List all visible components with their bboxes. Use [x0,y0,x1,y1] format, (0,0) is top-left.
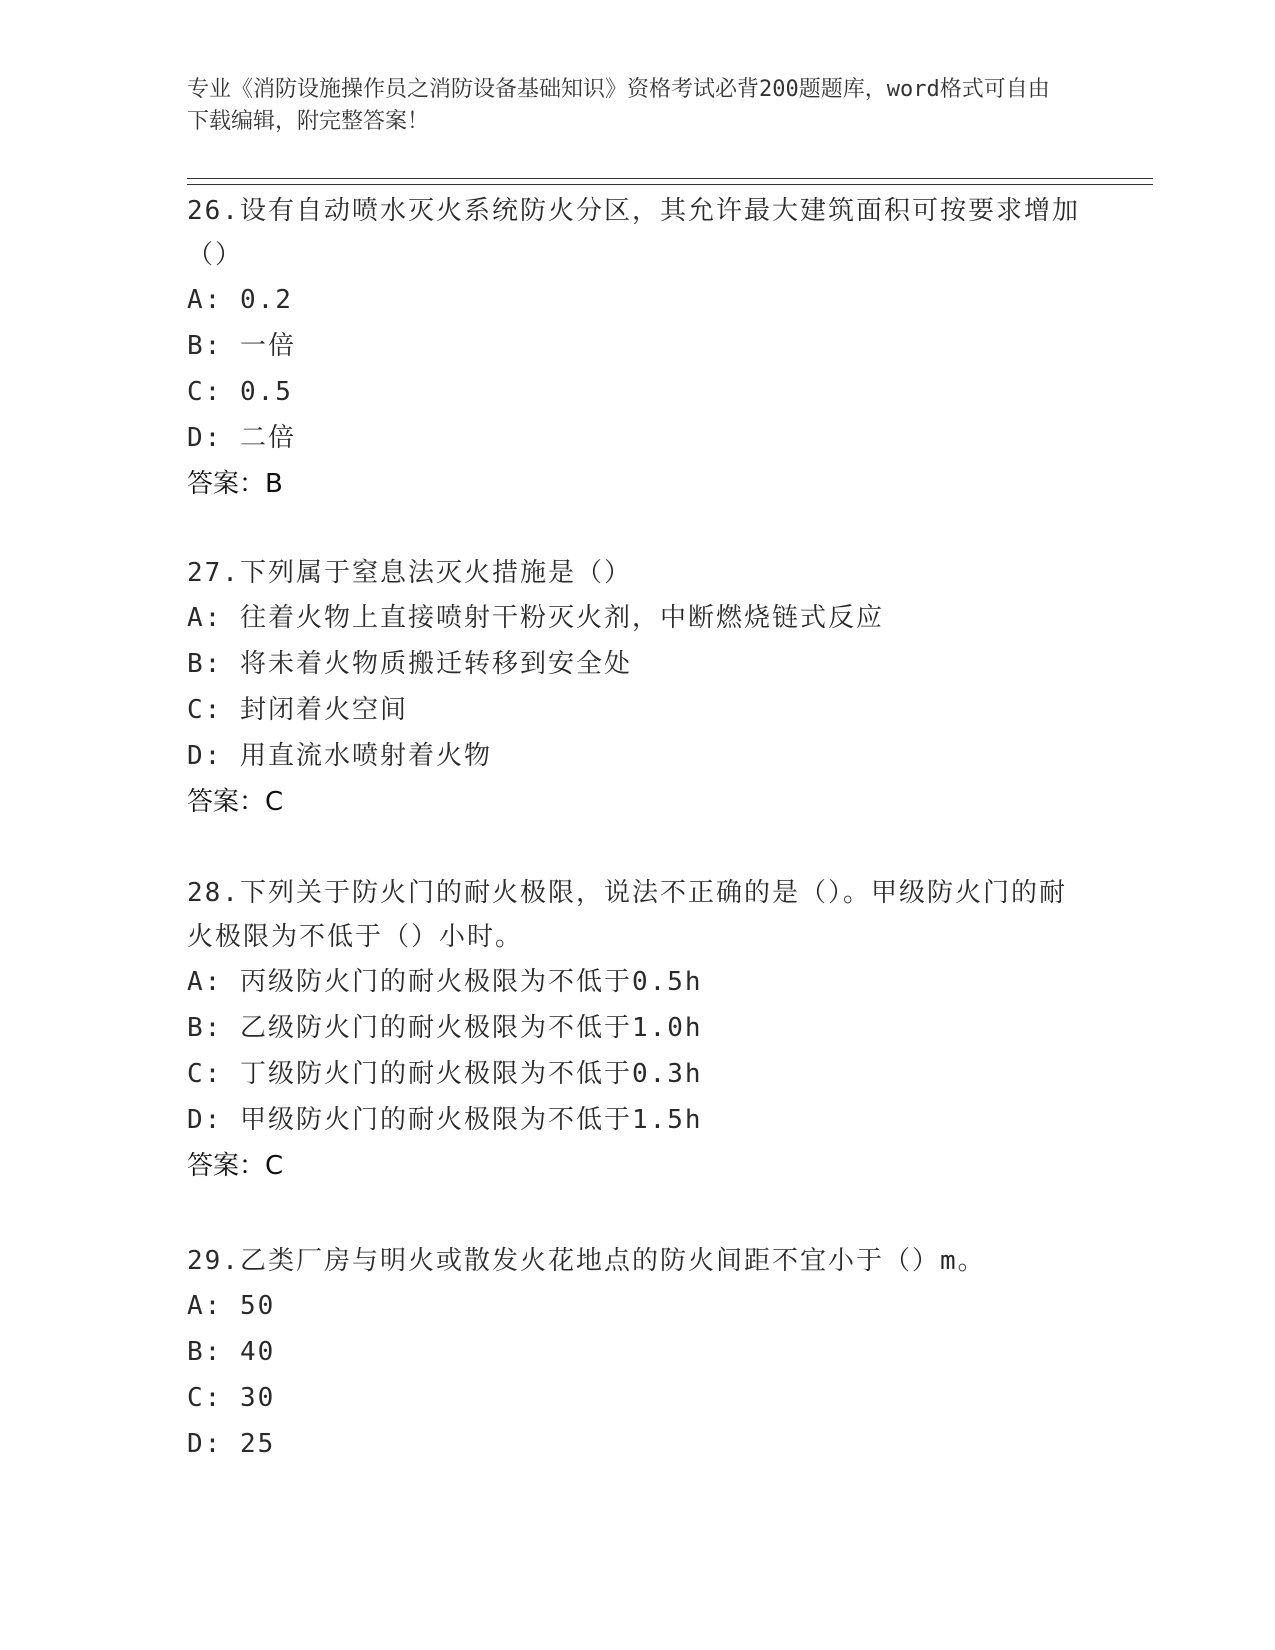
question-26 [187,189,1087,507]
answer-line: 答案：B [187,469,283,499]
option-a: A: 往着火物上直接喷射干粉灭火剂，中断燃烧链式反应 [187,603,884,633]
question-28 [187,871,1087,1189]
option-text: 25 [239,1429,276,1459]
option-text: 将未着火物质搬迁转移到安全处 [239,649,632,679]
option-text: 一倍 [239,331,296,361]
option-text: 丙级防火门的耐火极限为不低于0.5h [239,967,703,997]
option-text: 50 [239,1291,276,1321]
document-header: 专业《消防设施操作员之消防设备基础知识》资格考试必背200题题库，word格式可自由下载编辑，附完整答案！ [187,77,1050,134]
question-stem: 26.设有自动喷水灭火系统防火分区，其允许最大建筑面积可按要求增加（） [187,196,1080,270]
option-b: B: 乙级防火门的耐火极限为不低于1.0h [187,1013,703,1043]
question-stem: 29.乙类厂房与明火或散发火花地点的防火间距不宜小于（）m。 [187,1246,986,1276]
option-d: D: 甲级防火门的耐火极限为不低于1.5h [187,1105,703,1135]
option-b: B: 一倍 [187,331,296,361]
option-c: C: 0.5 [187,377,293,407]
option-text: 30 [239,1383,276,1413]
option-a: A: 丙级防火门的耐火极限为不低于0.5h [187,967,703,997]
answer-line: 答案：C [187,1151,284,1181]
option-d: D: 用直流水喷射着火物 [187,741,492,771]
option-text: 0.2 [239,285,293,315]
question-27 [187,551,1087,825]
option-d: D: 二倍 [187,423,296,453]
option-text: 丁级防火门的耐火极限为不低于0.3h [239,1059,703,1089]
question-stem: 28.下列关于防火门的耐火极限，说法不正确的是（）。甲级防火门的耐火极限为不低于（）小时。 [187,878,1067,952]
option-text: 40 [239,1337,276,1367]
header-divider-bottom [187,184,1153,185]
question-stem: 27.下列属于窒息法灭火措施是（） [187,558,632,588]
option-c: C: 封闭着火空间 [187,695,408,725]
option-c: C: 30 [187,1383,276,1413]
option-a: A: 0.2 [187,285,293,315]
option-text: 0.5 [239,377,293,407]
question-29 [187,1239,1087,1467]
option-b: B: 将未着火物质搬迁转移到安全处 [187,649,632,679]
option-text: 二倍 [239,423,296,453]
option-b: B: 40 [187,1337,276,1367]
option-c: C: 丁级防火门的耐火极限为不低于0.3h [187,1059,703,1089]
option-text: 甲级防火门的耐火极限为不低于1.5h [239,1105,703,1135]
option-text: 封闭着火空间 [239,695,408,725]
option-text: 乙级防火门的耐火极限为不低于1.0h [239,1013,703,1043]
option-a: A: 50 [187,1291,276,1321]
option-d: D: 25 [187,1429,276,1459]
answer-line: 答案：C [187,787,284,817]
option-text: 往着火物上直接喷射干粉灭火剂，中断燃烧链式反应 [239,603,884,633]
option-text: 用直流水喷射着火物 [239,741,492,771]
header-divider-top [187,178,1153,179]
